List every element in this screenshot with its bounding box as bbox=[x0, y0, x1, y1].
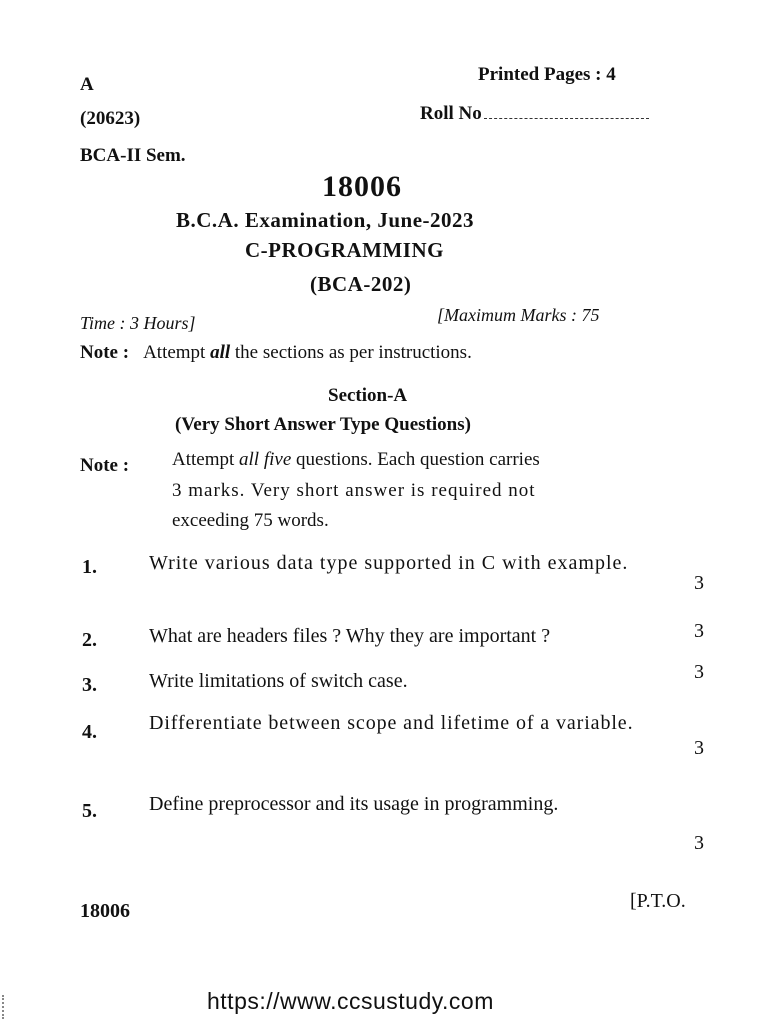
time-allowed: Time : 3 Hours] bbox=[80, 313, 196, 333]
question-marks: 3 bbox=[694, 737, 704, 759]
question-text: Write various data type supported in C with example. bbox=[149, 552, 629, 574]
paper-code: (20623) bbox=[80, 108, 141, 129]
scan-edge-mark bbox=[2, 995, 10, 1019]
general-note bbox=[80, 342, 472, 364]
section-subtitle: (Very Short Answer Type Questions) bbox=[175, 414, 471, 435]
semester: BCA-II Sem. bbox=[80, 145, 186, 166]
printed-pages: Printed Pages : 4 bbox=[478, 64, 616, 85]
maximum-marks: [Maximum Marks : 75 bbox=[437, 305, 600, 325]
question-number: 3. bbox=[82, 674, 97, 696]
question-2 bbox=[82, 620, 712, 654]
section-note-line2: 3 marks. Very short answer is required not bbox=[172, 480, 536, 501]
question-text: What are headers files ? Why they are important ? bbox=[149, 625, 551, 647]
roll-no-label: Roll No bbox=[420, 103, 482, 124]
question-text: Differentiate between scope and lifetime of a variable. bbox=[149, 712, 634, 734]
roll-no-blank bbox=[484, 108, 649, 119]
series-label: A bbox=[80, 74, 94, 95]
question-number: 5. bbox=[82, 800, 97, 822]
question-5 bbox=[82, 788, 712, 868]
general-note-text: Attempt all the sections as per instructions. bbox=[143, 342, 472, 363]
question-1 bbox=[82, 547, 712, 613]
footer-code: 18006 bbox=[80, 900, 130, 922]
section-note-label: Note : bbox=[80, 455, 130, 476]
section-title: Section-A bbox=[328, 385, 408, 406]
question-number: 2. bbox=[82, 629, 97, 651]
section-note-line3: exceeding 75 words. bbox=[172, 510, 329, 531]
question-marks: 3 bbox=[694, 661, 704, 683]
footer-url[interactable]: https://www.ccsustudy.com bbox=[207, 988, 494, 1014]
roll-no bbox=[420, 103, 649, 125]
question-number: 1. bbox=[82, 556, 97, 578]
exam-code: 18006 bbox=[322, 170, 402, 203]
exam-name: B.C.A. Examination, June-2023 bbox=[176, 208, 475, 232]
question-text: Define preprocessor and its usage in programming. bbox=[149, 793, 559, 815]
subject-code: (BCA-202) bbox=[310, 272, 412, 296]
section-note-line1: Attempt all five questions. Each question carries bbox=[172, 449, 540, 470]
subject-title: C-PROGRAMMING bbox=[245, 238, 444, 262]
question-4 bbox=[82, 707, 712, 773]
question-number: 4. bbox=[82, 721, 97, 743]
question-text: Write limitations of switch case. bbox=[149, 670, 408, 692]
question-3 bbox=[82, 661, 712, 699]
question-marks: 3 bbox=[694, 832, 704, 854]
general-note-label: Note : bbox=[80, 342, 130, 363]
question-marks: 3 bbox=[694, 572, 704, 594]
question-marks: 3 bbox=[694, 620, 704, 642]
pto-label: [P.T.O. bbox=[630, 890, 686, 912]
